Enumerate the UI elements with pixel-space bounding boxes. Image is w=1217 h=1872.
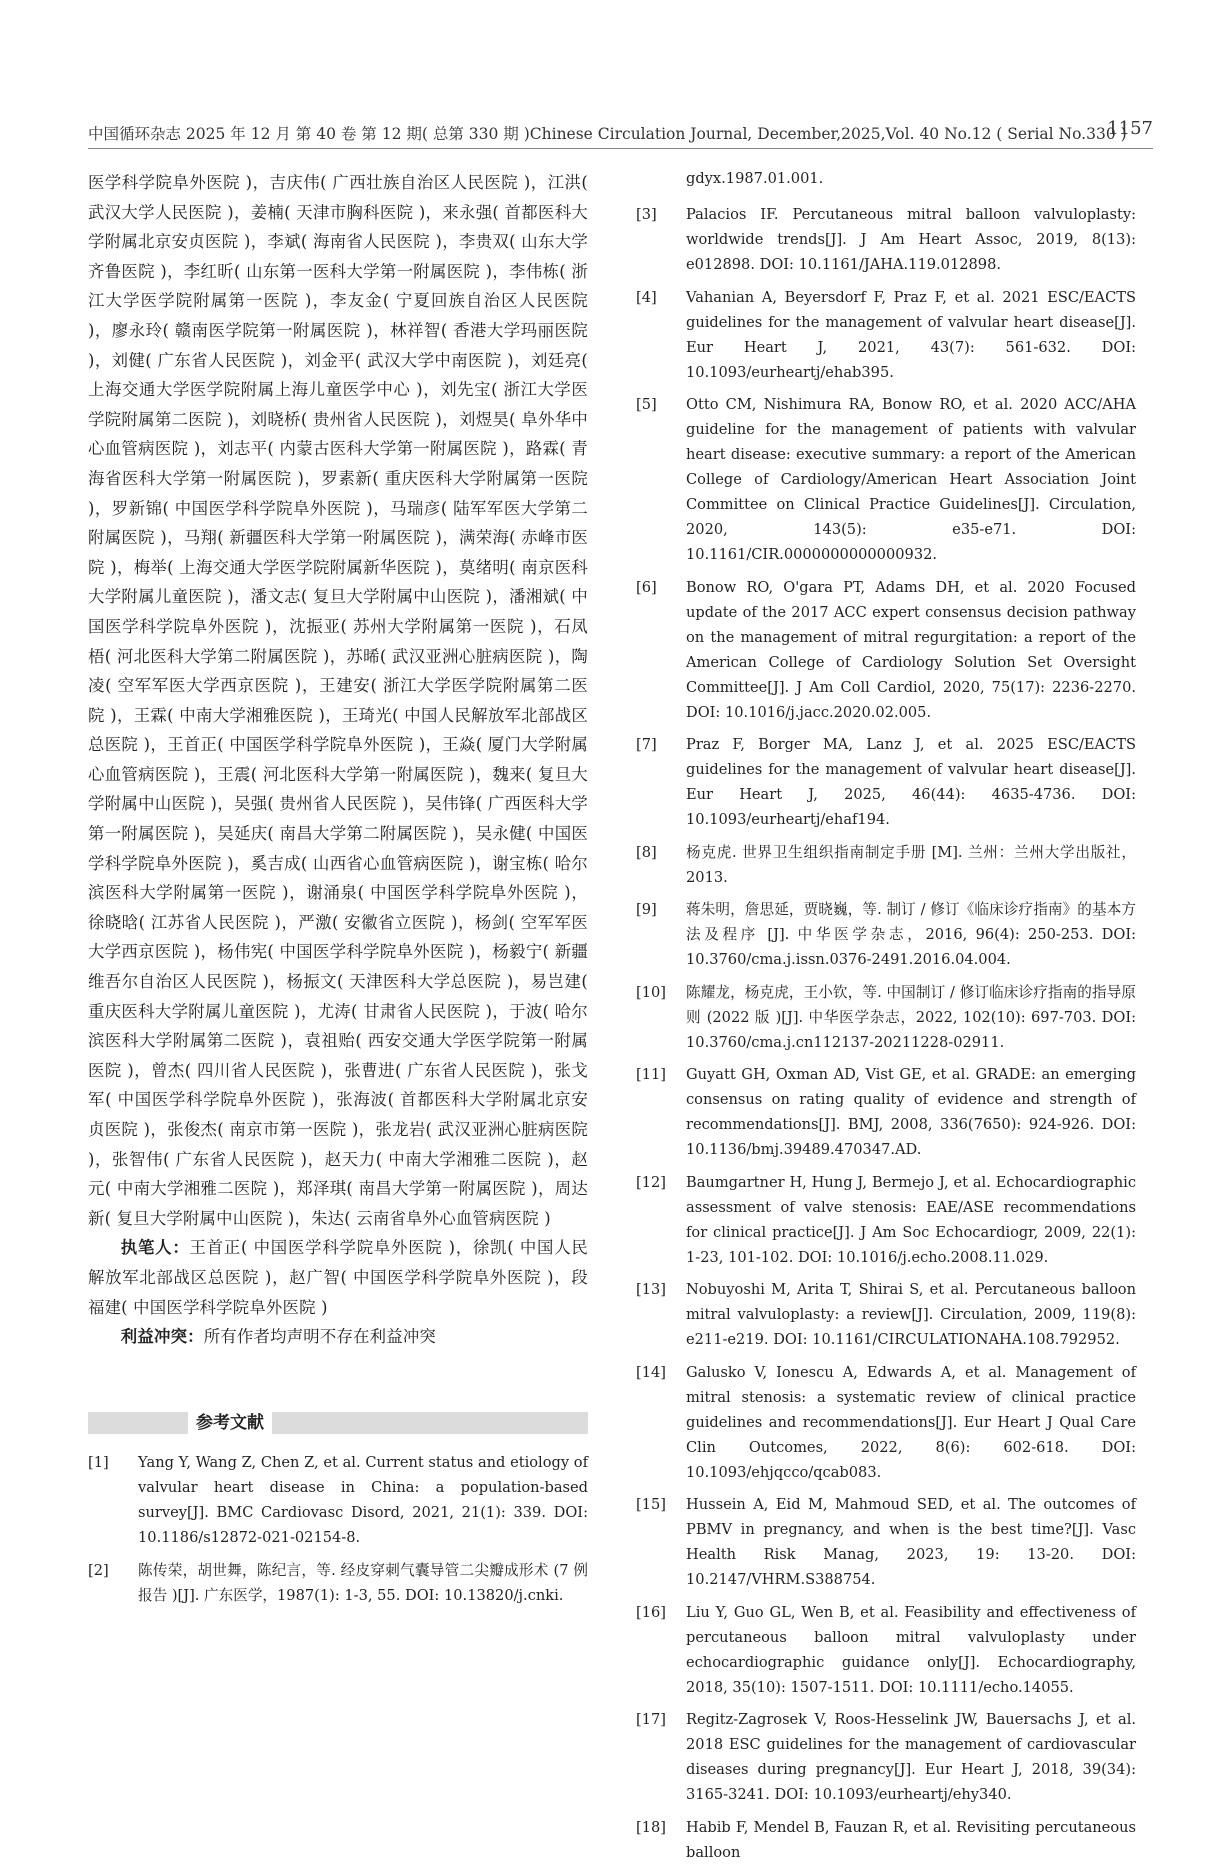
reference-text: Galusko V, Ionescu A, Edwards A, et al. Management of mitral stenosis: a systematic review of clinical practice guidelines and recommendations[J]. Eur Heart J Qual Care Clin Outcomes, 2022, 8(6): 602-618. DOI: 10.1093/ehjqcco/qcab083.	[686, 1363, 1136, 1481]
reference-number: [3]	[636, 206, 657, 223]
reference-number: [13]	[636, 1281, 666, 1298]
reference-number: [8]	[636, 843, 657, 861]
authors-label: 执笔人：	[120, 1238, 190, 1258]
reference-text: Baumgartner H, Hung J, Bermejo J, et al. Echocardiographic assessment of valve stenosis: EAE/ASE recommendations for clinical practice[J]. J Am Soc Echocardiogr, 2009, 22(1): 1-23, 101-102. DOI: 10.1016/j.echo.2008.11.029.	[686, 1173, 1136, 1266]
reference-list-left	[88, 1450, 588, 1615]
reference-number: [6]	[636, 578, 657, 596]
reference-item	[636, 1277, 1136, 1352]
reference-item	[636, 202, 1136, 277]
reference-number: [17]	[636, 1711, 666, 1728]
reference-item	[88, 1450, 588, 1550]
reference-text: Guyatt GH, Oxman AD, Vist GE, et al. GRADE: an emerging consensus on rating quality of evidence and strength of recommendations[J]. BMJ, 2008, 336(7650): 924-926. DOI: 10.1136/bmj.39489.470347.AD.	[686, 1066, 1136, 1158]
running-header	[88, 118, 1153, 158]
reference-item	[636, 1600, 1136, 1700]
reference-text: 陈耀龙，杨克虎，王小钦，等. 中国制订 / 修订临床诊疗指南的指导原则 (2022 版 )[J]. 中华医学杂志，2022, 102(10): 697-703. DOI: 10.3760/cma.j.cn112137-20211228-02911.	[686, 983, 1136, 1051]
reference-text: Otto CM, Nishimura RA, Bonow RO, et al. 2020 ACC/AHA guideline for the management of patients with valvular heart disease: executive summary: a report of the American College of Cardiology/American Heart Association Joint Committee on Clinical Practice Guidelines[J]. Circulation, 2020, 143(5): e35-e71. DOI: 10.1161/CIR.0000000000000932.	[686, 396, 1136, 563]
reference-text: Habib F, Mendel B, Fauzan R, et al. Revisiting percutaneous balloon	[686, 1818, 1136, 1861]
reference-text: Praz F, Borger MA, Lanz J, et al. 2025 ESC/EACTS guidelines for the management of valvular heart disease[J]. Eur Heart J, 2025, 46(44): 4635-4736. DOI: 10.1093/eurheartj/ehaf194.	[686, 736, 1136, 828]
reference-number: [10]	[636, 983, 666, 1001]
reference-number: [4]	[636, 288, 657, 306]
reference-text: Yang Y, Wang Z, Chen Z, et al. Current status and etiology of valvular heart disease in China: a population-based survey[J]. BMC Cardiovasc Disord, 2021, 21(1): 339. DOI: 10.1186/s12872-021-02154-8.	[138, 1454, 588, 1546]
references-heading: 参考文献	[188, 1411, 272, 1435]
references-heading-bar	[88, 1412, 588, 1434]
reference-item	[636, 285, 1136, 385]
reference-text: Vahanian A, Beyersdorf F, Praz F, et al. 2021 ESC/EACTS guidelines for the management of valvular heart disease[J]. Eur Heart J, 2021, 43(7): 561-632. DOI: 10.1093/eurheartj/ehab395.	[686, 288, 1136, 381]
reference-text: Liu Y, Guo GL, Wen B, et al. Feasibility and effectiveness of percutaneous balloon mitral valvuloplasty under echocardiographic guidance only[J]. Echocardiography, 2018, 35(10): 1507-1511. DOI: 10.1111/echo.14055.	[686, 1603, 1136, 1696]
reference-number: [11]	[636, 1066, 666, 1083]
reference-item	[636, 1815, 1136, 1865]
reference-text: 蒋朱明，詹思延，贾晓巍，等. 制订 / 修订《临床诊疗指南》的基本方法及程序 [J]. 中华医学杂志，2016, 96(4): 250-253. DOI: 10.3760/cma.j.issn.0376-2491.2016.04.004.	[686, 901, 1136, 968]
left-column	[88, 168, 588, 1352]
reference-text: gdyx.1987.01.001.	[686, 170, 824, 187]
reference-number: [18]	[636, 1818, 666, 1836]
reference-text: 陈传荣，胡世舞，陈纪言，等. 经皮穿刺气囊导管二尖瓣成形术 (7 例报告 )[J]. 广东医学，1987(1): 1-3, 55. DOI: 10.13820/j.cnki.	[138, 1561, 588, 1604]
reference-number: [1]	[88, 1454, 109, 1471]
reference-text: Palacios IF. Percutaneous mitral balloon valvuloplasty: worldwide trends[J]. J Am Heart Assoc, 2019, 8(13): e012898. DOI: 10.1161/JAHA.119.012898.	[686, 206, 1136, 273]
reference-item	[636, 1492, 1136, 1592]
reference-number: [15]	[636, 1496, 666, 1513]
reference-number: [9]	[636, 901, 657, 918]
reference-item	[636, 840, 1136, 890]
header-divider	[88, 148, 1153, 149]
reference-continuation	[636, 166, 1136, 191]
authors-paragraph	[88, 1233, 588, 1322]
authors-text: 王首正( 中国医学科学院阜外医院 )，徐凯( 中国人民解放军北部战区总医院 )，赵广智( 中国医学科学院阜外医院 )，段福建( 中国医学科学院阜外医院 )	[88, 1238, 588, 1317]
reference-item	[636, 392, 1136, 567]
reference-text: Nobuyoshi M, Arita T, Shirai S, et al. Percutaneous balloon mitral valvuloplasty: a review[J]. Circulation, 2009, 119(8): e211-e219. DOI: 10.1161/CIRCULATIONAHA.108.792952.	[686, 1281, 1136, 1348]
reference-item	[636, 897, 1136, 972]
reference-item	[636, 1707, 1136, 1807]
reference-list-right	[636, 166, 1136, 1872]
reference-item	[636, 1170, 1136, 1270]
reference-item	[636, 575, 1136, 725]
conflict-paragraph	[88, 1322, 588, 1352]
reference-number: [7]	[636, 736, 657, 753]
reference-text: Bonow RO, O'gara PT, Adams DH, et al. 2020 Focused update of the 2017 ACC expert consensus decision pathway on the management of mitral regurgitation: a report of the American College of Cardiology Solution Set Oversight Committee[J]. J Am Coll Cardiol, 2020, 75(17): 2236-2270. DOI: 10.1016/j.jacc.2020.02.005.	[686, 578, 1136, 721]
reference-number: [16]	[636, 1603, 666, 1621]
reference-item	[636, 980, 1136, 1055]
reference-item	[636, 732, 1136, 832]
reference-number: [2]	[88, 1561, 109, 1579]
contributors-paragraph: 医学科学院阜外医院 )，吉庆伟( 广西壮族自治区人民医院 )，江洪( 武汉大学人民医院 )，姜楠( 天津市胸科医院 )，来永强( 首都医科大学附属北京安贞医院 )，李斌( 海南省人民医院 )，李贵双( 山东大学齐鲁医院 )，李红昕( 山东第一医科大学第一附属医院 )，李伟栋( 浙江大学医学院附属第一医院 )，李友金( 宁夏回族自治区人民医院 )，廖永玲( 赣南医学院第一附属医院 )，林祥智( 香港大学玛丽医院 )，刘健( 广东省人民医院 )，刘金平( 武汉大学中南医院 )，刘廷亮( 上海交通大学医学院附属上海儿童医学中心 )，刘先宝( 浙江大学医学院附属第二医院 )，刘晓桥( 贵州省人民医院 )，刘煜昊( 阜外华中心血管病医院 )，刘志平( 内蒙古医科大学第一附属医院 )，路霖( 青海省医科大学第一附属医院 )，罗素新( 重庆医科大学附属第一医院 )，罗新锦( 中国医学科学院阜外医院 )，马瑞彦( 陆军军医大学第二附属医院 )，马翔( 新疆医科大学第一附属医院 )，满荣海( 赤峰市医院 )，梅举( 上海交通大学医学院附属新华医院 )，莫绪明( 南京医科大学附属儿童医院 )，潘文志( 复旦大学附属中山医院 )，潘湘斌( 中国医学科学院阜外医院 )，沈振亚( 苏州大学附属第一医院 )，石凤梧( 河北医科大学第二附属医院 )，苏晞( 武汉亚洲心脏病医院 )，陶凌( 空军军医大学西京医院 )，王建安( 浙江大学医学院附属第二医院 )，王霖( 中南大学湘雅医院 )，王琦光( 中国人民解放军北部战区总医院 )，王首正( 中国医学科学院阜外医院 )，王焱( 厦门大学附属心血管病医院 )，王震( 河北医科大学第一附属医院 )，魏来( 复旦大学附属中山医院 )，吴强( 贵州省人民医院 )，吴伟锋( 广西医科大学第一附属医院 )，吴延庆( 南昌大学第二附属医院 )，吴永健( 中国医学科学院阜外医院 )，奚吉成( 山西省心血管病医院 )，谢宝栋( 哈尔滨医科大学附属第一医院 )，谢涌泉( 中国医学科学院阜外医院 )，徐晓晗( 江苏省人民医院 )，严激( 安徽省立医院 )，杨剑( 空军军医大学西京医院 )，杨伟宪( 中国医学科学院阜外医院 )，杨毅宁( 新疆维吾尔自治区人民医院 )，杨振文( 天津医科大学总医院 )，易岂建( 重庆医科大学附属儿童医院 )，尤涛( 甘肃省人民医院 )，于波( 哈尔滨医科大学附属第二医院 )，袁祖贻( 西安交通大学医学院第一附属医院 )，曾杰( 四川省人民医院 )，张曹进( 广东省人民医院 )，张戈军( 中国医学科学院阜外医院 )，张海波( 首都医科大学附属北京安贞医院 )，张俊杰( 南京市第一医院 )，张龙岩( 武汉亚洲心脏病医院 )，张智伟( 广东省人民医院 )，赵天力( 中南大学湘雅二医院 )，赵元( 中南大学湘雅二医院 )，郑泽琪( 南昌大学第一附属医院 )，周达新( 复旦大学附属中山医院 )，朱达( 云南省阜外心血管病医院 )	[88, 173, 588, 1228]
reference-text: 杨克虎. 世界卫生组织指南制定手册 [M]. 兰州：兰州大学出版社，2013.	[686, 843, 1136, 886]
reference-text: Regitz-Zagrosek V, Roos-Hesselink JW, Bauersachs J, et al. 2018 ESC guidelines for the management of cardiovascular diseases during pregnancy[J]. Eur Heart J, 2018, 39(34): 3165-3241. DOI: 10.1093/eurheartj/ehy340.	[686, 1711, 1136, 1803]
conflict-label: 利益冲突：	[120, 1327, 204, 1347]
reference-item	[88, 1558, 588, 1608]
reference-item	[636, 1062, 1136, 1162]
reference-text: Hussein A, Eid M, Mahmoud SED, et al. The outcomes of PBMV in pregnancy, and when is the best time?[J]. Vasc Health Risk Manag, 2023, 19: 13-20. DOI: 10.2147/VHRM.S388754.	[686, 1496, 1136, 1588]
reference-number: [14]	[636, 1363, 666, 1381]
reference-item	[636, 1360, 1136, 1485]
reference-number: [5]	[636, 396, 657, 413]
journal-citation-line: 中国循环杂志 2025 年 12 月 第 40 卷 第 12 期( 总第 330 期 )Chinese Circulation Journal, December,2025,Vol. 40 No.12 ( Serial No.330 )	[88, 125, 1127, 143]
reference-number: [12]	[636, 1173, 666, 1191]
page-number: 1157	[1107, 118, 1153, 139]
conflict-text: 所有作者均声明不存在利益冲突	[203, 1327, 437, 1347]
